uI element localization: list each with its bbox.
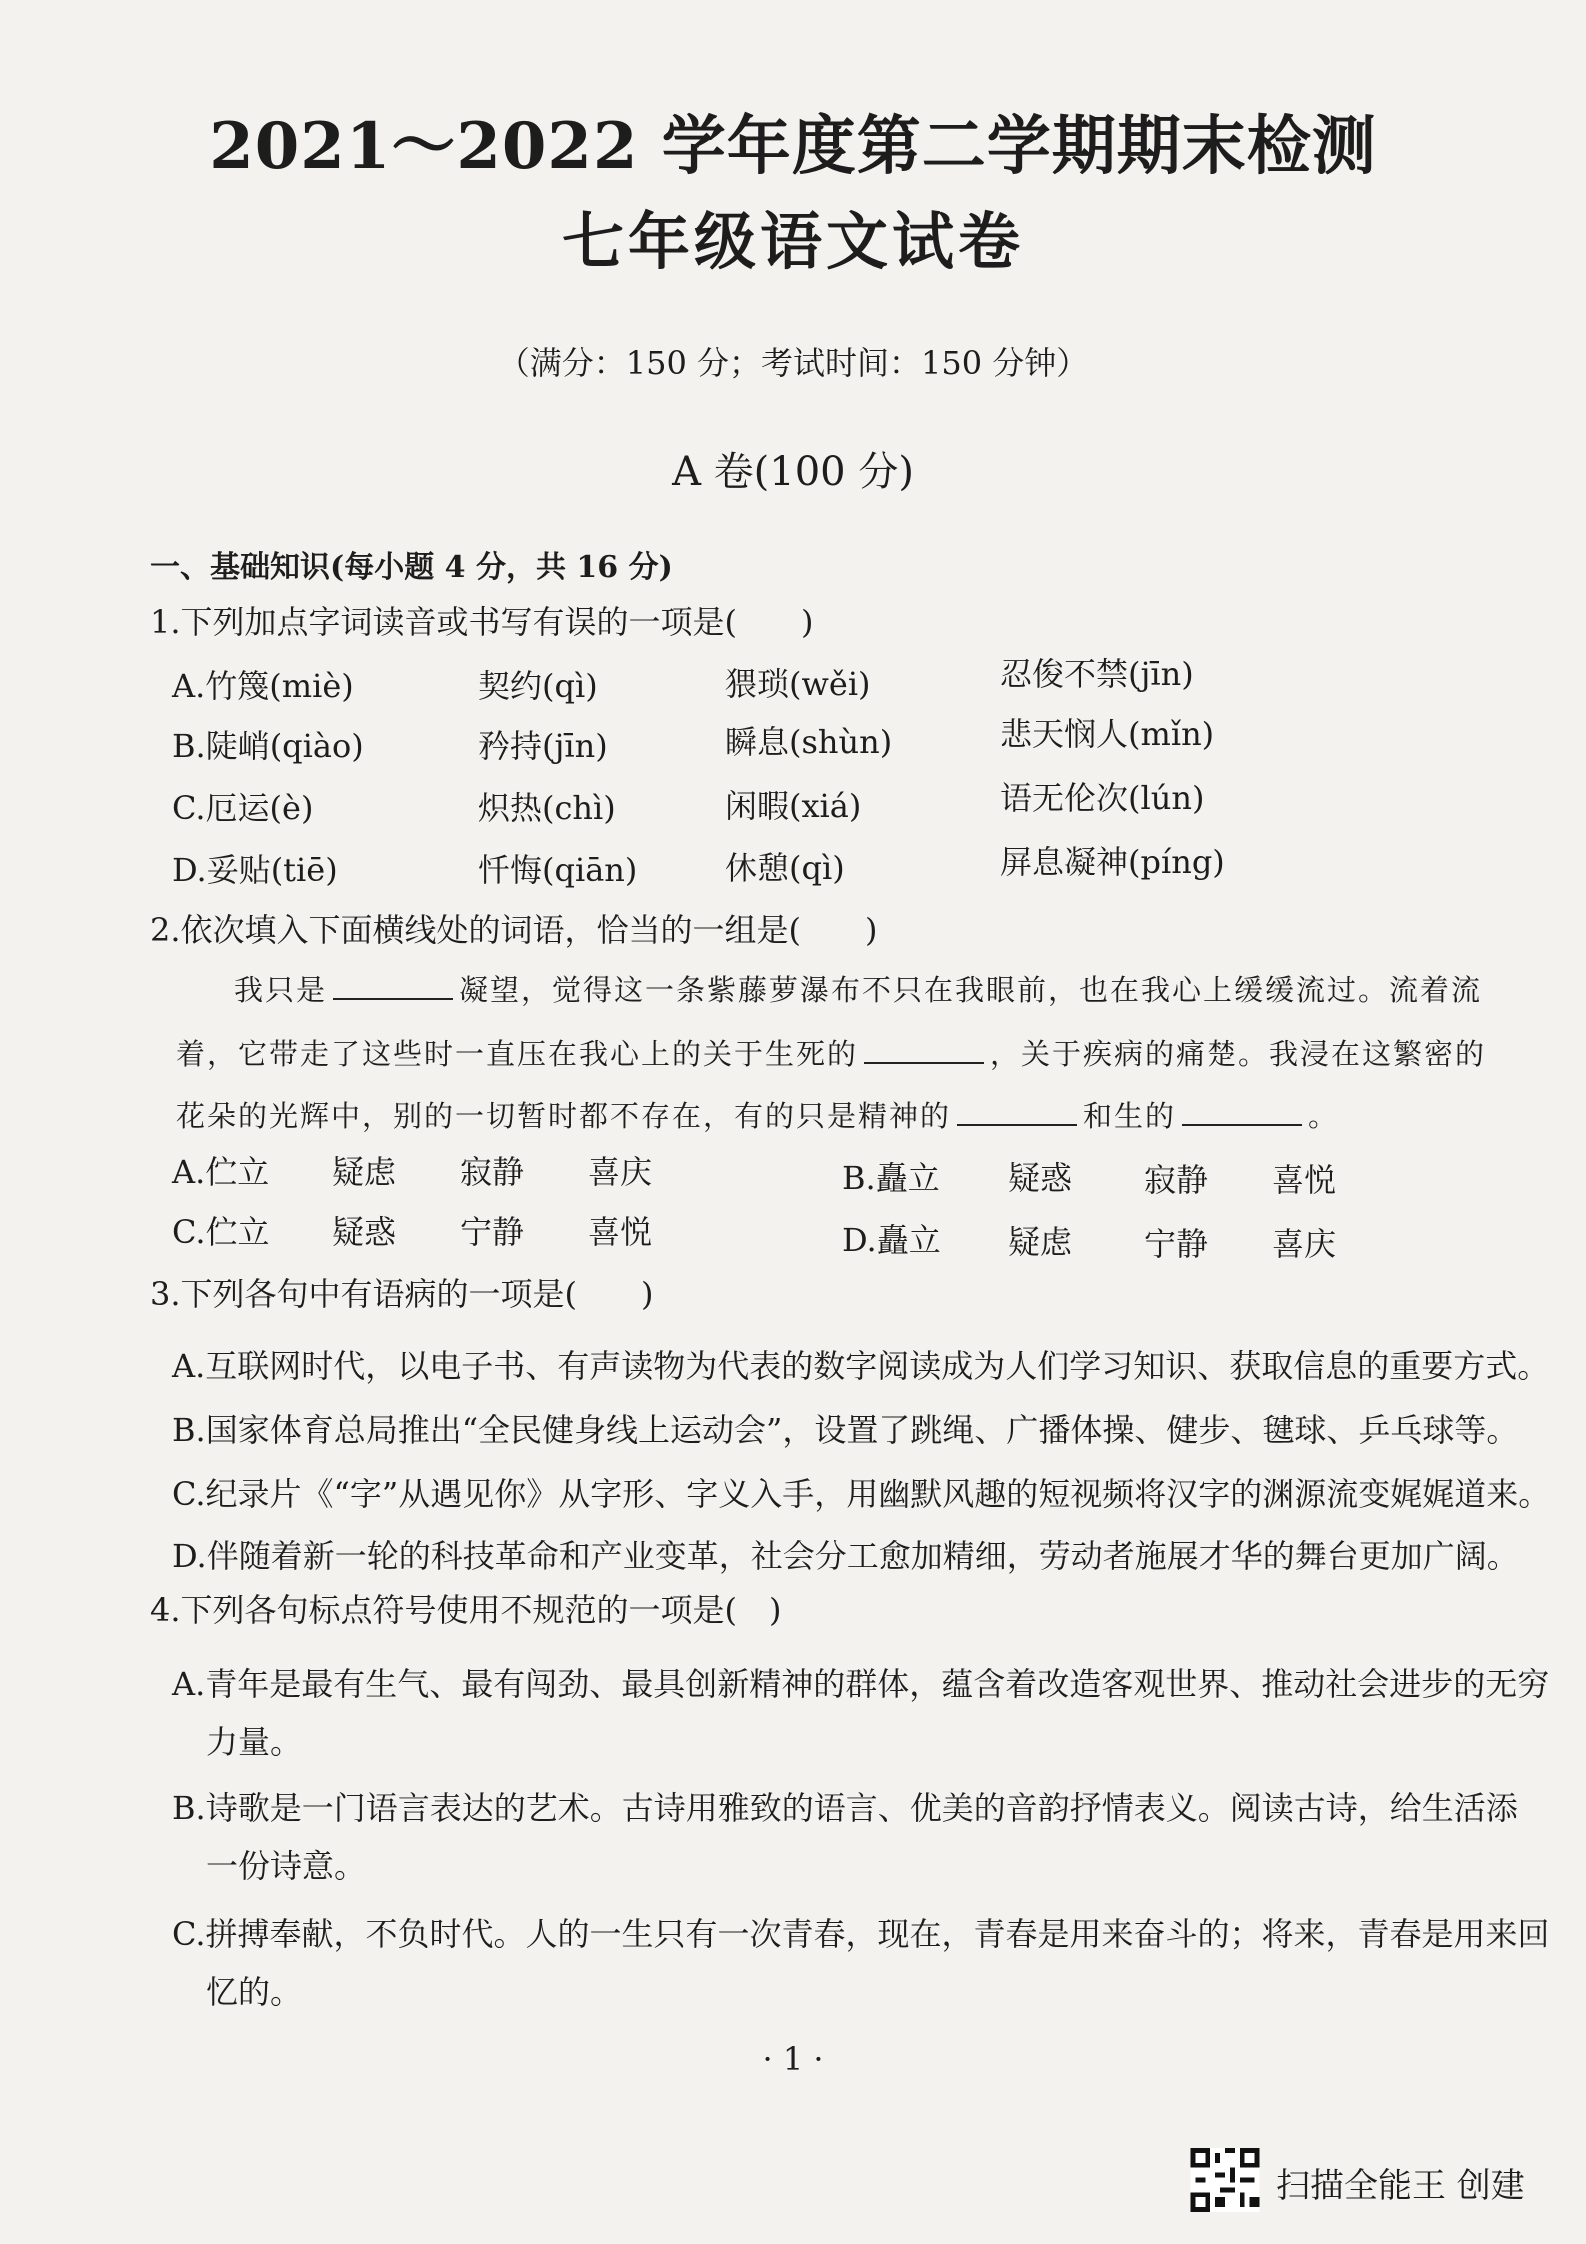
q2-option-c-2: 疑惑 <box>332 1213 397 1251</box>
q3-option-a: A.互联网时代，以电子书、有声读物为代表的数字阅读成为人们学习知识、获取信息的重要方式。 <box>172 1347 1550 1385</box>
q2-option-d-3: 宁静 <box>1144 1225 1209 1263</box>
q4-stem: 4.下列各句标点符号使用不规范的一项是( ) <box>150 1591 782 1629</box>
q1-option-b-2: 矜持(jīn) <box>478 727 608 765</box>
q3-option-b: B.国家体育总局推出“全民健身线上运动会”，设置了跳绳、广播体操、健步、毽球、乒乓球等。 <box>172 1411 1519 1449</box>
q2-option-a-2: 疑虑 <box>332 1153 397 1191</box>
q1-option-d-2: 忏悔(qiān) <box>478 851 638 889</box>
q1-option-c-1: C.厄运(è) <box>172 789 314 827</box>
q4-option-c-line2: 忆的。 <box>206 1973 303 2011</box>
q1-option-a-4: 忍俊不禁(jīn) <box>1000 655 1194 693</box>
q2-option-b-1: B.矗立 <box>842 1159 940 1197</box>
q1-option-d-1: D.妥贴(tiē) <box>172 851 338 889</box>
page-number: · 1 · <box>762 2040 824 2078</box>
q2-passage-1a: 我只是 <box>234 973 328 1007</box>
q4-option-b-line1: B.诗歌是一门语言表达的艺术。古诗用雅致的语言、优美的音韵抒情表义。阅读古诗，给生活添 <box>172 1789 1518 1827</box>
q2-passage-line2 <box>176 1034 1486 1074</box>
q2-passage-3c: 。 <box>1308 1099 1340 1133</box>
q2-passage-3a: 花朵的光辉中，别的一切暂时都不存在，有的只是精神的 <box>176 1099 952 1133</box>
q2-blank-2 <box>864 1036 984 1064</box>
exam-title-line2: 七年级语文试卷 <box>561 205 1024 278</box>
q2-option-b-3: 寂静 <box>1144 1161 1209 1199</box>
qr-code-icon <box>1190 2148 1260 2212</box>
q1-option-c-2: 炽热(chì) <box>478 789 616 827</box>
q2-option-b-2: 疑惑 <box>1008 1159 1073 1197</box>
q1-option-a-3: 猥琐(wěi) <box>725 665 871 703</box>
q1-option-b-1: B.陡峭(qiào) <box>172 727 364 765</box>
q1-option-d-3: 休憩(qì) <box>725 849 845 887</box>
q2-option-c-4: 喜悦 <box>588 1213 653 1251</box>
q1-option-a-1: A.竹篾(miè) <box>172 667 354 705</box>
q1-stem: 1.下列加点字词读音或书写有误的一项是( ) <box>150 603 814 641</box>
q1-option-c-3: 闲暇(xiá) <box>725 787 862 825</box>
q2-option-a-4: 喜庆 <box>588 1153 653 1191</box>
section1-heading: 一、基础知识(每小题 4 分，共 16 分) <box>150 550 673 585</box>
q2-option-a-1: A.伫立 <box>172 1153 270 1191</box>
q1-option-d-4: 屏息凝神(píng) <box>1000 843 1225 881</box>
q2-passage-2a: 着，它带走了这些时一直压在我心上的关于生死的 <box>176 1037 859 1071</box>
q2-option-d-2: 疑虑 <box>1008 1223 1073 1261</box>
q3-option-d: D.伴随着新一轮的科技革命和产业变革，社会分工愈加精细，劳动者施展才华的舞台更加广阔。 <box>172 1537 1519 1575</box>
q4-option-a-line1: A.青年是最有生气、最有闯劲、最具创新精神的群体，蕴含着改造客观世界、推动社会进步的无穷 <box>172 1665 1550 1703</box>
q2-blank-4 <box>1182 1098 1302 1126</box>
q2-option-c-1: C.伫立 <box>172 1213 270 1251</box>
section-juan-heading: A 卷(100 分) <box>672 449 914 495</box>
q2-option-d-1: D.矗立 <box>842 1221 941 1259</box>
q1-option-b-3: 瞬息(shùn) <box>725 723 893 761</box>
q4-option-a-line2: 力量。 <box>206 1723 303 1761</box>
q2-option-a-3: 寂静 <box>460 1153 525 1191</box>
q2-blank-3 <box>957 1098 1077 1126</box>
q2-option-d-4: 喜庆 <box>1272 1225 1337 1263</box>
q2-passage-line1 <box>234 970 1482 1010</box>
scanner-credit-text: 扫描全能王 创建 <box>1276 2166 1525 2206</box>
q2-option-c-3: 宁静 <box>460 1213 525 1251</box>
q4-option-c-line1: C.拼搏奉献，不负时代。人的一生只有一次青春，现在，青春是用来奋斗的；将来，青春是用来回 <box>172 1915 1550 1953</box>
scanner-watermark <box>1190 2148 1570 2212</box>
q4-option-b-line2: 一份诗意。 <box>206 1847 367 1885</box>
q2-passage-line3 <box>176 1096 1339 1136</box>
q2-passage-1b: 凝望，觉得这一条紫藤萝瀑布不只在我眼前，也在我心上缓缓流过。流着流 <box>459 973 1483 1007</box>
q3-option-c: C.纪录片《“字”从遇见你》从字形、字义入手，用幽默风趣的短视频将汉字的渊源流变娓娓道来。 <box>172 1475 1551 1513</box>
q1-option-c-4: 语无伦次(lún) <box>1000 779 1205 817</box>
q2-stem: 2.依次填入下面横线处的词语，恰当的一组是( ) <box>150 911 878 949</box>
q2-option-b-4: 喜悦 <box>1272 1161 1337 1199</box>
exam-title-line1: 2021～2022 学年度第二学期期末检测 <box>209 109 1377 184</box>
q2-passage-3b: 和生的 <box>1083 1099 1177 1133</box>
q1-option-b-4: 悲天悯人(mǐn) <box>1000 715 1215 753</box>
q2-blank-1 <box>333 972 453 1000</box>
q1-option-a-2: 契约(qì) <box>478 667 598 705</box>
q2-passage-2b: ，关于疾病的痛楚。我浸在这繁密的 <box>990 1037 1487 1071</box>
q3-stem: 3.下列各句中有语病的一项是( ) <box>150 1275 654 1313</box>
exam-subtitle: （满分：150 分；考试时间：150 分钟） <box>497 344 1089 382</box>
